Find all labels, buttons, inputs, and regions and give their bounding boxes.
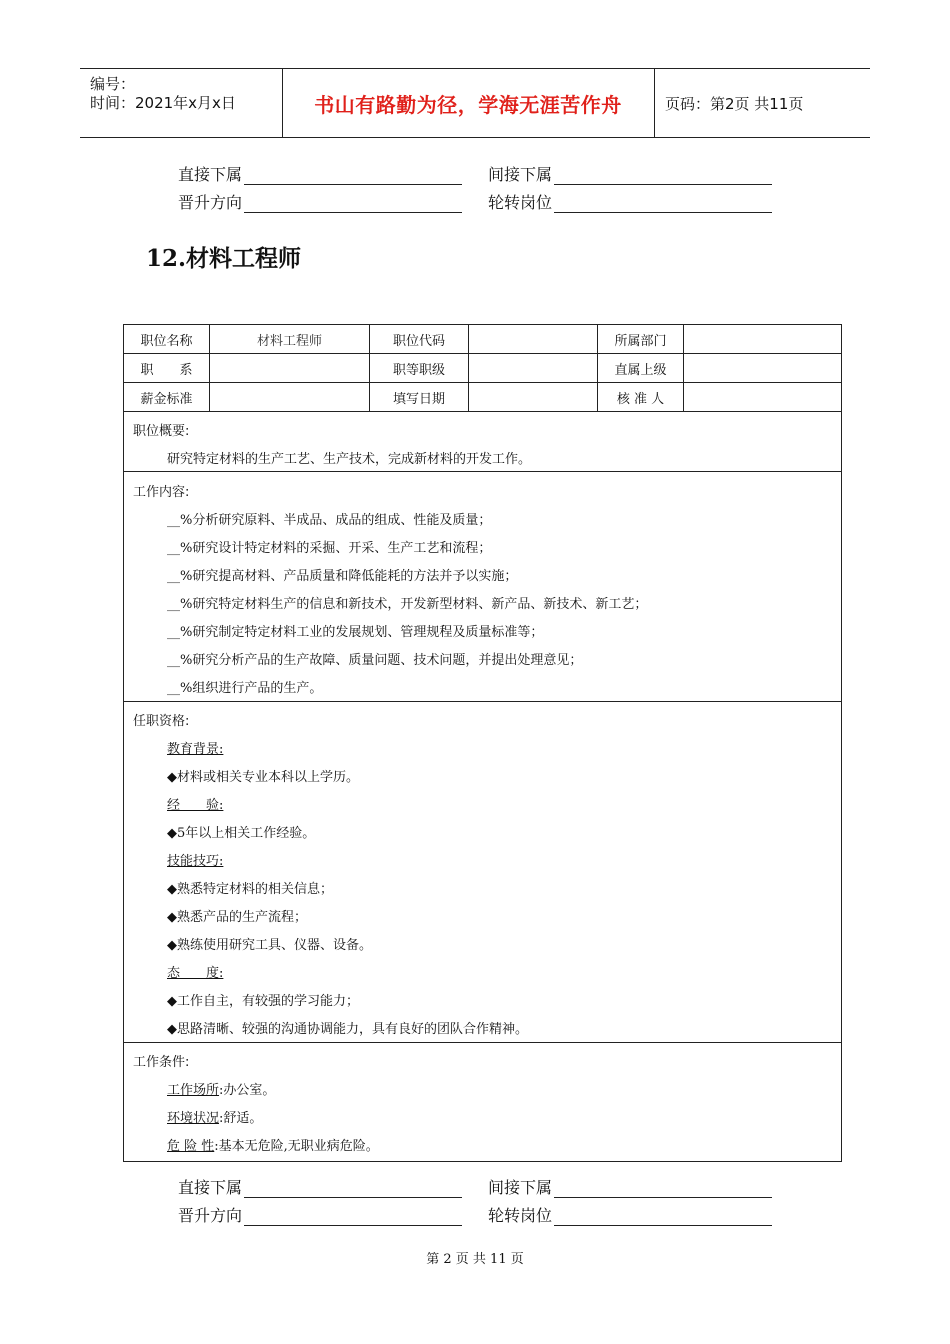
label-cell: 职等职级 xyxy=(370,354,469,382)
risk-label: 危 险 性 xyxy=(167,1139,215,1154)
rotation-top xyxy=(488,190,772,213)
section-heading: 12.材料工程师 xyxy=(146,245,302,272)
conditions-section xyxy=(124,1043,841,1161)
fill-line xyxy=(554,1207,772,1226)
value-cell: 材料工程师 xyxy=(210,325,370,353)
label-cell: 核 准 人 xyxy=(598,383,684,411)
value-cell xyxy=(210,383,370,411)
page-info: 页码：第2页 共11页 xyxy=(665,94,804,113)
environment-value: :舒适。 xyxy=(219,1111,263,1126)
label-cell: 薪金标准 xyxy=(124,383,210,411)
promotion-label: 晋升方向 xyxy=(178,1206,243,1225)
indirect-subordinate-top xyxy=(488,162,772,185)
skills-label: 技能技巧: xyxy=(167,854,224,869)
value-cell xyxy=(469,354,598,382)
fill-line xyxy=(244,166,462,185)
environment-line xyxy=(167,1107,262,1126)
direct-subordinate-bottom xyxy=(178,1175,462,1198)
job-description-table xyxy=(123,324,842,1162)
label-cell: 职位代码 xyxy=(370,325,469,353)
label-cell: 填写日期 xyxy=(370,383,469,411)
table-row xyxy=(124,383,841,412)
fill-line xyxy=(554,194,772,213)
header-page xyxy=(655,69,870,137)
header-motto xyxy=(282,69,655,137)
label-cell: 所属部门 xyxy=(598,325,684,353)
risk-line xyxy=(167,1135,379,1154)
duty-item: __%研究特定材料生产的信息和新技术，开发新型材料、新产品、新技术、新工艺； xyxy=(167,597,648,612)
promotion-label: 晋升方向 xyxy=(178,193,243,212)
duty-item: __%研究制定特定材料工业的发展规划、管理规程及质量标准等； xyxy=(167,625,544,640)
page-header xyxy=(80,68,870,138)
qualification-title: 任职资格: xyxy=(133,714,190,729)
overview-title: 职位概要: xyxy=(133,424,190,439)
experience-item: ◆5年以上相关工作经验。 xyxy=(167,826,316,841)
rotation-label: 轮转岗位 xyxy=(488,193,553,212)
environment-label: 环境状况 xyxy=(167,1111,220,1126)
value-cell xyxy=(469,383,598,411)
promotion-top xyxy=(178,190,462,213)
fill-line xyxy=(554,1179,772,1198)
value-cell xyxy=(684,325,841,353)
fill-line xyxy=(244,194,462,213)
page-footer xyxy=(0,1248,950,1267)
promotion-bottom xyxy=(178,1203,462,1226)
attitude-item: ◆思路清晰、较强的沟通协调能力，具有良好的团队合作精神。 xyxy=(167,1022,528,1037)
experience-label: 经 验: xyxy=(167,798,224,813)
header-meta xyxy=(80,69,283,137)
motto-text: 书山有路勤为径，学海无涯苦作舟 xyxy=(314,92,622,117)
attitude-item: ◆工作自主，有较强的学习能力； xyxy=(167,994,359,1009)
attitude-label: 态 度: xyxy=(167,966,224,981)
fill-line xyxy=(554,166,772,185)
risk-value: :基本无危险,无职业病危险。 xyxy=(214,1139,379,1154)
overview-text: 研究特定材料的生产工艺、生产技术，完成新材料的开发工作。 xyxy=(167,452,532,467)
duties-title: 工作内容: xyxy=(133,485,190,500)
duty-item: __%研究设计特定材料的采掘、开采、生产工艺和流程； xyxy=(167,541,492,556)
value-cell xyxy=(684,383,841,411)
skills-item: ◆熟悉产品的生产流程； xyxy=(167,910,307,925)
duty-item: __%分析研究原料、半成品、成品的组成、性能及质量； xyxy=(167,513,492,528)
indirect-subordinate-label: 间接下属 xyxy=(488,165,553,184)
label-cell: 直属上级 xyxy=(598,354,684,382)
label-cell: 职 系 xyxy=(124,354,210,382)
direct-subordinate-top xyxy=(178,162,462,185)
direct-subordinate-label: 直接下属 xyxy=(178,1178,243,1197)
value-cell xyxy=(210,354,370,382)
rotation-bottom xyxy=(488,1203,772,1226)
label-cell: 职位名称 xyxy=(124,325,210,353)
table-row xyxy=(124,354,841,383)
workplace-value: :办公室。 xyxy=(219,1083,276,1098)
value-cell xyxy=(469,325,598,353)
education-label: 教育背景: xyxy=(167,742,224,757)
value-cell xyxy=(684,354,841,382)
workplace-line xyxy=(167,1079,275,1098)
time-label: 时间：2021年x月x日 xyxy=(90,94,236,112)
direct-subordinate-label: 直接下属 xyxy=(178,165,243,184)
qualification-section xyxy=(124,702,841,1043)
indirect-subordinate-label: 间接下属 xyxy=(488,1178,553,1197)
duty-item: __%研究分析产品的生产故障、质量问题、技术问题，并提出处理意见； xyxy=(167,653,583,668)
indirect-subordinate-bottom xyxy=(488,1175,772,1198)
education-item: ◆材料或相关专业本科以上学历。 xyxy=(167,770,359,785)
duties-section xyxy=(124,472,841,702)
skills-item: ◆熟练使用研究工具、仪器、设备。 xyxy=(167,938,372,953)
number-label: 编号： xyxy=(90,75,136,93)
duty-item: __%组织进行产品的生产。 xyxy=(167,681,323,696)
fill-line xyxy=(244,1207,462,1226)
footer-page-number: 第 2 页 共 11 页 xyxy=(426,1252,524,1267)
table-row xyxy=(124,325,841,354)
skills-item: ◆熟悉特定材料的相关信息； xyxy=(167,882,333,897)
duty-item: __%研究提高材料、产品质量和降低能耗的方法并予以实施； xyxy=(167,569,518,584)
conditions-title: 工作条件: xyxy=(133,1055,190,1070)
overview-section xyxy=(124,412,841,472)
fill-line xyxy=(244,1179,462,1198)
rotation-label: 轮转岗位 xyxy=(488,1206,553,1225)
workplace-label: 工作场所 xyxy=(167,1083,220,1098)
